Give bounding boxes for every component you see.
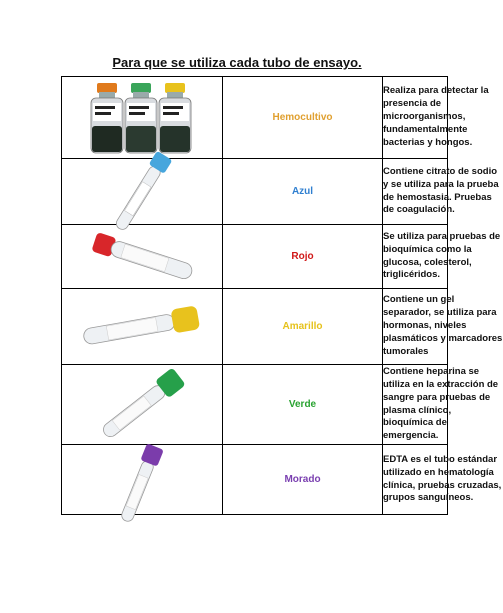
tube-description: Realiza para detectar la presencia de microorganismos, fundamentalmente bacterias y hongos.: [383, 85, 489, 148]
tube-name: [223, 445, 383, 515]
tube-name: [223, 77, 383, 159]
tube-description: Contiene citrato de sodio y se utiliza para la prueba de hemostasia. Pruebas de coagulación.: [383, 165, 499, 216]
image-cell: [62, 225, 223, 289]
image-cell: [62, 77, 223, 159]
description-cell: [383, 445, 502, 515]
tube-name-label: Hemocultivo: [272, 112, 333, 123]
description-cell: [383, 77, 489, 159]
image-cell: [62, 159, 223, 225]
tube-description: Se utiliza para pruebas de bioquímica como la glucosa, colesterol, triglicéridos.: [383, 230, 501, 281]
blue-tube-icon: [87, 162, 197, 222]
tube-name-label: Azul: [291, 186, 314, 197]
tube-description: Contiene un gel separador, se utiliza para hormonas, niveles plasmáticos y marcadores tumorales: [383, 294, 503, 357]
tube-name-label: Rojo: [291, 251, 314, 262]
document-title: Para que se utiliza cada tubo de ensayo.: [112, 55, 362, 70]
table-row: [62, 225, 448, 289]
blood-culture-bottles-icon: [87, 81, 197, 155]
tube-name: [223, 365, 383, 445]
tube-name: [223, 225, 383, 289]
table-row: [62, 77, 448, 159]
tube-name-label: Morado: [284, 474, 321, 485]
table-row: [62, 365, 448, 445]
image-cell: [62, 289, 223, 365]
description-cell: [383, 289, 503, 365]
yellow-tube-icon: [77, 302, 207, 352]
table-row: [62, 289, 448, 365]
tube-name: [223, 289, 383, 365]
description-cell: [383, 225, 501, 289]
image-cell: [62, 365, 223, 445]
red-tube-icon: [82, 229, 202, 285]
tube-name-label: Verde: [288, 399, 317, 410]
tube-table: [61, 76, 503, 515]
table-row: [62, 159, 448, 225]
image-cell: [62, 445, 223, 515]
purple-tube-icon: [92, 449, 192, 511]
tube-name-label: Amarillo: [282, 321, 323, 332]
tube-name: [223, 159, 383, 225]
tube-description: Contiene heparina se utiliza en la extracción de sangre para pruebas de plasma clínico, bioquímica de emergencia.: [383, 366, 499, 442]
tube-description: EDTA es el tubo estándar utilizado en hematología clínica, pruebas cruzadas, grupos sanguíneos.: [383, 453, 502, 504]
description-cell: [383, 159, 499, 225]
description-cell: [383, 365, 499, 445]
table-row: [62, 445, 448, 515]
green-tube-icon: [87, 370, 197, 440]
